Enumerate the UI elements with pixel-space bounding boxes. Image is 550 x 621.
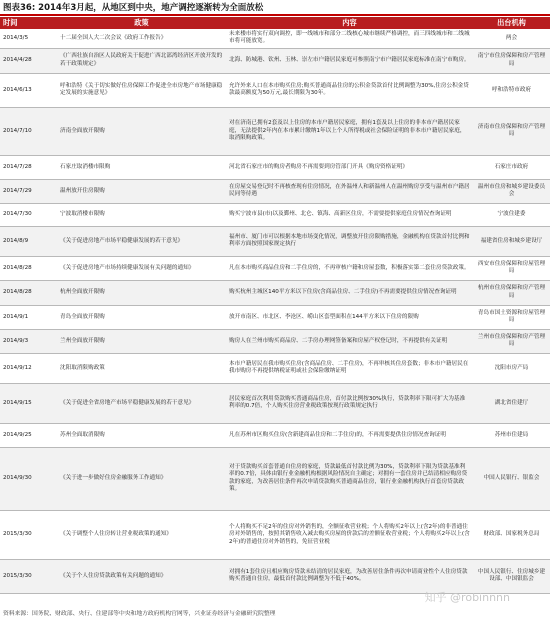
row-content: 凡在本市购买商品住房和二手住房的，不再审核户籍和房屋套数，积极落实第二套住房贷款政策。 — [226, 256, 473, 280]
source-footnote: 资料来源：国务院、财政部、央行、住建部等中央和地方政府机构官网等，兴业证券经济与金融研究院整理 — [3, 611, 276, 617]
row-date: 2014/9/12 — [0, 353, 57, 383]
row-content: 福州市、厦门市可以根据本地市场变化情况，调整放开住房限购措施，金融机构在贷款首付比例和利率方面按照国家规定执行 — [226, 226, 473, 256]
table-body — [0, 29, 550, 593]
figure-title: 图表36: 2014年3月起，从地区到中央，地产调控逐渐转为全面放松 — [3, 3, 264, 13]
row-content: 购房人在兰州市购买商品房、二手房办理网签备案和房屋产权登记时，不再提供有关证明 — [226, 329, 473, 353]
row-date: 2014/8/28 — [0, 280, 57, 305]
row-content: 允许外来人口在本市购买住房;购买普通商品住房的公积金贷款首付比例调整为30%,住房公积金贷款最高额度为50万元,最长期限为30年。 — [226, 73, 473, 107]
row-content: 未来楼市将实行双向调控，即一线城市和部分二线核心城市继续严格调控，而三四线城市和二线城市将可能放宽。 — [226, 29, 473, 48]
row-date: 2014/6/13 — [0, 73, 57, 107]
row-policy: 青岛全面放开限购 — [57, 305, 226, 329]
row-policy: 《关于促进房地产市场持续健康发展有关问题的通知》 — [57, 256, 226, 280]
row-dept: 南宁市住房保障和房产管理局 — [473, 48, 550, 73]
row-date: 2014/8/9 — [0, 226, 57, 256]
table-row — [0, 107, 550, 155]
row-date: 2014/9/3 — [0, 329, 57, 353]
row-dept: 中国人民银行、住房城乡建设部、中国银监会 — [473, 559, 550, 593]
row-dept: 石家庄市政府 — [473, 155, 550, 179]
row-policy: 十二届全国人大二次会议《政府工作报告》 — [57, 29, 226, 48]
row-dept: 杭州市住房保障和房产管理局 — [473, 280, 550, 305]
row-dept: 福建省住房和城乡建设厅 — [473, 226, 550, 256]
row-date: 2014/9/15 — [0, 383, 57, 423]
row-dept: 青岛市国土资源和房屋管理局 — [473, 305, 550, 329]
table-header-row — [0, 17, 550, 29]
row-policy: 《关于进一步做好住房金融服务工作通知》 — [57, 447, 226, 510]
row-policy: 苏州全面取消限购 — [57, 423, 226, 447]
row-content: 对拥有1套住房且相应购房贷款未结清的居民家庭，为改善居住条件再次申请商业性个人住房贷款购买普通自住房，最低首付款比例调整为不低于40%。 — [226, 559, 473, 593]
row-date: 2014/7/29 — [0, 179, 57, 203]
row-date: 2014/4/28 — [0, 48, 57, 73]
row-policy: 呼和浩特《关于切实做好住房保障工作促进全市房地产市场健康稳定发展的实施意见》 — [57, 73, 226, 107]
row-date: 2014/3/5 — [0, 29, 57, 48]
table-row — [0, 203, 550, 226]
row-content: 对于贷款购买首套普通自住房的家庭，贷款最低首付款比例为30%，贷款利率下限为贷款基准利率的0.7倍，具体由银行业金融机构根据风险情况自主确定；对拥有一套住房并已结清相应购房贷款的家庭，为改善居住条件再次申请贷款购买普通商品住房，银行业金融机构执行首套房贷款政策。 — [226, 447, 473, 510]
row-dept: 中国人民银行、银监会 — [473, 447, 550, 510]
row-dept: 宁波住建委 — [473, 203, 550, 226]
row-policy: 石家庄取消楼市限购 — [57, 155, 226, 179]
table-row — [0, 226, 550, 256]
row-dept: 济南市住房保障和房产管理局 — [473, 107, 550, 155]
row-date: 2014/9/30 — [0, 447, 57, 510]
table-row — [0, 256, 550, 280]
policy-table — [0, 17, 550, 594]
row-policy: 《关于个人住房贷款政策有关问题的通知》 — [57, 559, 226, 593]
row-date: 2015/3/30 — [0, 559, 57, 593]
table-row — [0, 510, 550, 559]
table-row — [0, 179, 550, 203]
row-date: 2014/7/10 — [0, 107, 57, 155]
row-policy: 兰州全面放开限购 — [57, 329, 226, 353]
table-row — [0, 305, 550, 329]
row-content: 北海、防城港、钦州、玉林、崇左市户籍居民家庭可参照南宁市户籍居民家庭标准在南宁市购房。 — [226, 48, 473, 73]
row-content: 河北省石家庄市的购房者购房不再需要到房管部门开具《购房资格证明》 — [226, 155, 473, 179]
row-dept: 西安市住房保障和房屋管理局 — [473, 256, 550, 280]
table-row — [0, 353, 550, 383]
row-policy: 宁波取消楼市限购 — [57, 203, 226, 226]
row-content: 对在济南已拥有2套及以上住房的本市户籍居民家庭，拥有1套及以上住房的非本市户籍居民家庭，无法提供2年内在本市累计缴纳1年以上个人所得税或社会保险证明的非本市户籍居民家庭，取消限购政策。 — [226, 107, 473, 155]
row-policy: 杭州全面放开限购 — [57, 280, 226, 305]
row-date: 2014/7/30 — [0, 203, 57, 226]
header-dept: 出台机构 — [473, 17, 550, 29]
row-dept: 呼和浩特市政府 — [473, 73, 550, 107]
row-content: 在房屋交易登记时不再核查现有住房情况，在外温州人和新温州人在温州购房享受与温州市户籍居民同等待遇 — [226, 179, 473, 203]
row-date: 2014/9/1 — [0, 305, 57, 329]
row-policy: 温州放开住房限购 — [57, 179, 226, 203]
row-dept: 温州市住房和城乡建设委员会 — [473, 179, 550, 203]
row-content: 购买杭州主城区140平方米以下住房(含商品住房、二手住房)不再需要提供住房情况查询证明 — [226, 280, 473, 305]
header-content: 内容 — [226, 17, 473, 29]
table-row — [0, 48, 550, 73]
watermark: 知乎 @robinnnn — [424, 591, 510, 604]
row-policy: 《广西壮族自治区人民政府关于促进广西北部湾经济区开放开发的若干政策规定》 — [57, 48, 226, 73]
row-dept: 苏州市住建局 — [473, 423, 550, 447]
row-date: 2014/8/28 — [0, 256, 57, 280]
row-dept: 财政部、国家税务总局 — [473, 510, 550, 559]
table-row — [0, 447, 550, 510]
row-content: 个人将购买不足2年的住房对外销售的，全额征收营业税；个人将购买2年以上(含2年)的非普通住房对外销售的，按照其销售收入减去购买房屋的价款后的差额征收营业税；个人将购买2年以上(含2年)的普通住房对外销售的，免征营业税 — [226, 510, 473, 559]
table-row — [0, 383, 550, 423]
header-policy: 政策 — [57, 17, 226, 29]
table-row — [0, 329, 550, 353]
header-date: 时间 — [0, 17, 57, 29]
row-date: 2014/7/28 — [0, 155, 57, 179]
row-policy: 《关于调整个人住房转让营业税政策的通知》 — [57, 510, 226, 559]
row-date: 2014/9/25 — [0, 423, 57, 447]
table-row — [0, 29, 550, 48]
row-dept: 兰州市住房保障和房产管理局 — [473, 329, 550, 353]
row-content: 放开市南区、市北区、李沧区、崂山区套型面积在144平方米以下住房的限购 — [226, 305, 473, 329]
row-policy: 沈阳取消限购政策 — [57, 353, 226, 383]
table-row — [0, 155, 550, 179]
table-row — [0, 73, 550, 107]
table-row — [0, 280, 550, 305]
title-bar — [0, 0, 550, 16]
row-dept: 湖北省住建厅 — [473, 383, 550, 423]
row-dept: 两会 — [473, 29, 550, 48]
row-policy: 济南全面放开限购 — [57, 107, 226, 155]
table-row — [0, 423, 550, 447]
row-content: 凡在苏州市区购买住房(含新建商品住房和二手住房)的，不再需要提供住房情况查询证明 — [226, 423, 473, 447]
row-content: 本市户籍居民在我市购买住房(含商品住房、二手住房)，不再审核其住房套数；非本市户籍居民在我市购房不再提供纳税证明或社会保险缴纳证明 — [226, 353, 473, 383]
row-content: 居民家庭首次利用贷款购买普通商品住房，首付款比例按30%执行，贷款利率下限可扩大为基准利率的0.7倍，个人购买住房营业税政策按现行政策规定执行 — [226, 383, 473, 423]
row-policy: 《关于促进房地产市场平稳健康发展的若干意见》 — [57, 226, 226, 256]
row-policy: 《关于促进全省房地产市场平稳健康发展的若干意见》 — [57, 383, 226, 423]
row-dept: 沈阳市房产局 — [473, 353, 550, 383]
row-date: 2015/3/30 — [0, 510, 57, 559]
row-content: 购买宁波市县(市)以及鄞州、北仑、镇海、高新区住房，不需要提供家庭住房情况查询证明 — [226, 203, 473, 226]
